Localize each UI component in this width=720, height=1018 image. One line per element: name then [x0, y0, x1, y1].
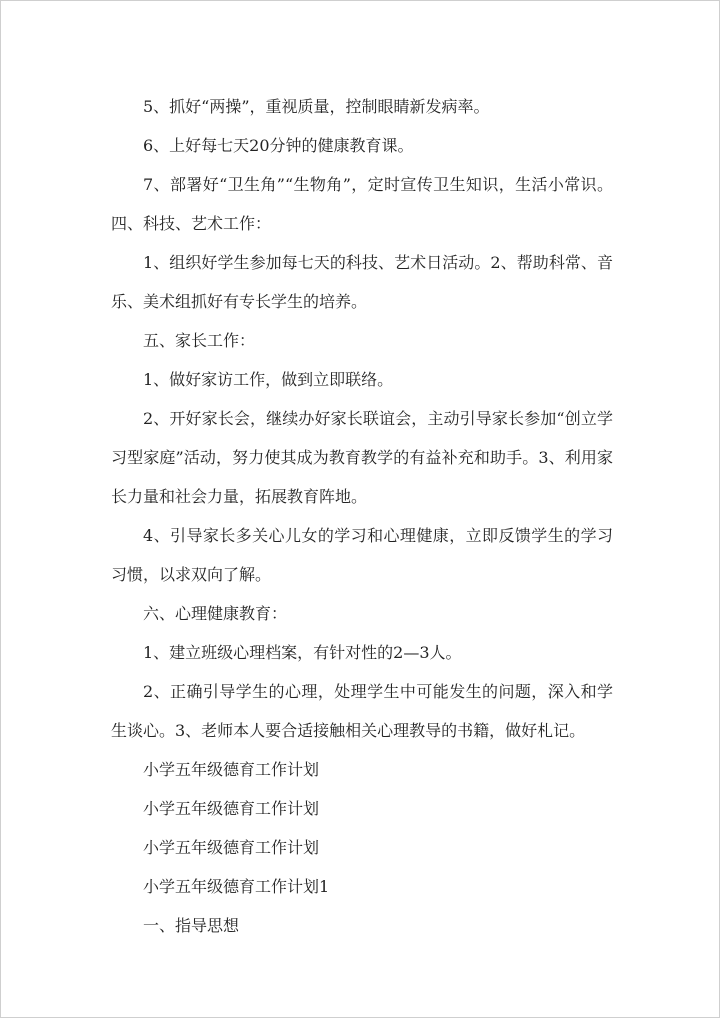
- paragraph: 6、上好每七天20分钟的健康教育课。: [143, 136, 414, 155]
- paragraph: 2、正确引导学生的心理，处理学生中可能发生的问题，深入和学生谈心。3、老师本人要合适接触相关心理教导的书籍，做好札记。: [111, 682, 613, 740]
- paragraph: 1、组织好学生参加每七天的科技、艺术日活动。2、帮助科常、音乐、美术组抓好有专长学生的培养。: [111, 253, 613, 311]
- paragraph: 1、做好家访工作，做到立即联络。: [143, 370, 394, 389]
- document-title: 小学五年级德育工作计划1: [143, 877, 330, 896]
- paragraph: 5、抓好“两操”，重视质量，控制眼睛新发病率。: [143, 97, 490, 116]
- paragraph: 2、开好家长会，继续办好家长联谊会，主动引导家长参加“创立学习型家庭”活动，努力使其成为教育教学的有益补充和助手。3、利用家长力量和社会力量，拓展教育阵地。: [111, 409, 613, 506]
- paragraph: 1、建立班级心理档案，有针对性的2—3人。: [143, 643, 462, 662]
- document-body: [111, 87, 613, 945]
- document-title: 小学五年级德育工作计划: [143, 799, 320, 818]
- section-heading: 五、家长工作：: [143, 331, 256, 350]
- section-heading: 一、指导思想: [143, 916, 240, 935]
- document-title: 小学五年级德育工作计划: [143, 760, 320, 779]
- paragraph: 4、引导家长多关心儿女的学习和心理健康，立即反馈学生的学习习惯，以求双向了解。: [111, 526, 613, 584]
- paragraph: 7、部署好“卫生角”“生物角”，定时宣传卫生知识，生活小常识。四、科技、艺术工作：: [111, 175, 613, 233]
- section-heading: 六、心理健康教育：: [143, 604, 288, 623]
- document-title: 小学五年级德育工作计划: [143, 838, 320, 857]
